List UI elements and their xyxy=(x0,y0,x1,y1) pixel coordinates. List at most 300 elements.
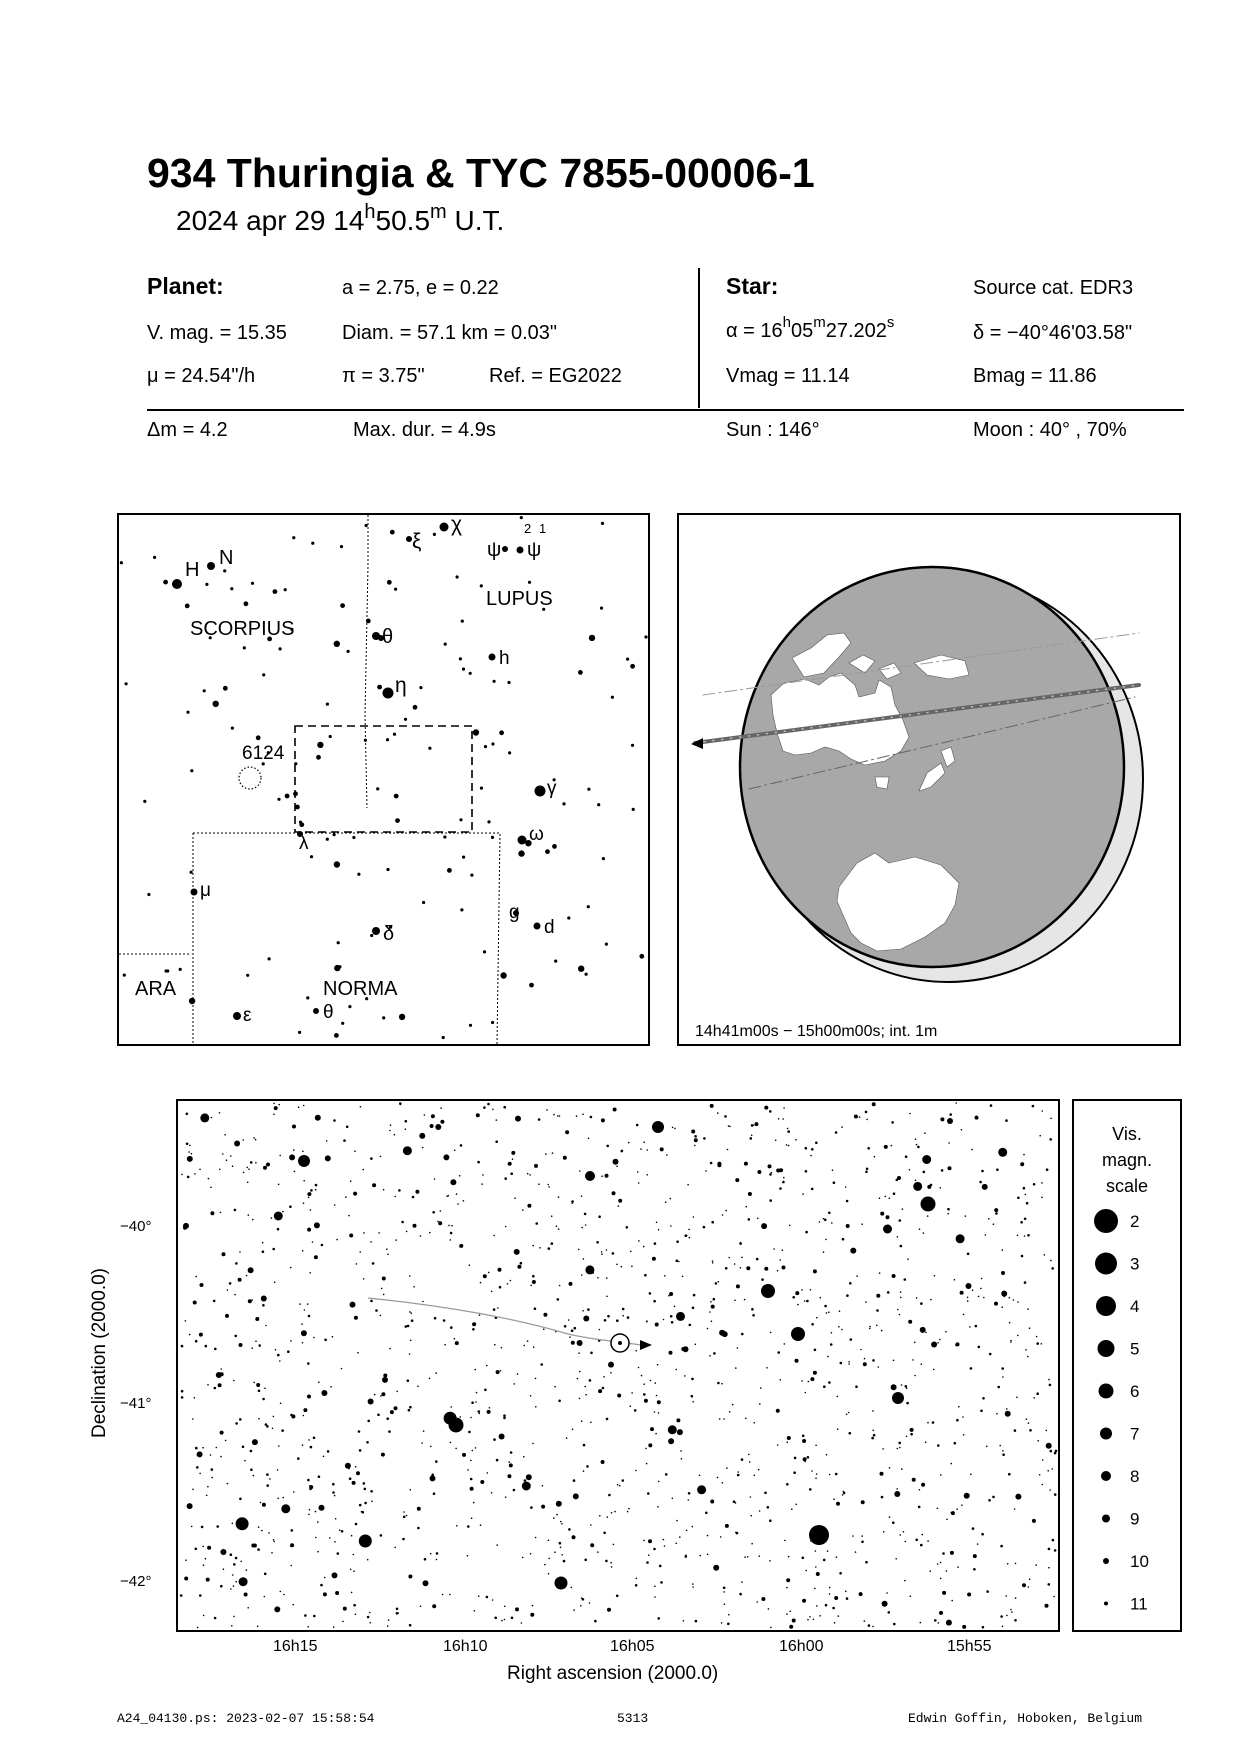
field-star xyxy=(398,1612,400,1614)
field-star xyxy=(265,1325,267,1327)
path-direction-arrow xyxy=(691,738,703,749)
field-star xyxy=(463,1200,465,1202)
field-star xyxy=(956,1419,959,1422)
field-star xyxy=(210,1187,212,1189)
finder-field-star xyxy=(340,603,345,608)
constellation-boundaries xyxy=(119,515,500,1044)
field-star xyxy=(307,1192,311,1196)
field-star xyxy=(262,1304,265,1307)
field-star xyxy=(819,1615,821,1617)
field-star xyxy=(761,1223,767,1229)
field-star xyxy=(590,1422,592,1424)
field-star xyxy=(361,1511,363,1513)
field-star xyxy=(417,1507,421,1511)
field-star xyxy=(786,1441,788,1443)
field-star xyxy=(317,1551,319,1553)
field-star xyxy=(751,1308,754,1311)
field-star xyxy=(480,1480,484,1484)
field-star xyxy=(578,1249,580,1251)
finder-field-star xyxy=(165,969,168,972)
field-star xyxy=(512,1158,514,1160)
field-star xyxy=(811,1148,814,1151)
field-star xyxy=(571,1587,573,1589)
field-star xyxy=(273,1539,275,1541)
label-mu: μ xyxy=(200,880,211,901)
field-star xyxy=(239,1343,243,1347)
finder-field-star xyxy=(246,974,249,977)
field-star xyxy=(610,1372,612,1374)
field-star xyxy=(710,1104,714,1108)
finder-chart-svg xyxy=(119,515,648,1044)
field-star xyxy=(255,1139,257,1141)
field-star xyxy=(480,1282,482,1284)
field-star xyxy=(627,1316,630,1319)
field-star xyxy=(816,1317,818,1319)
finder-field-star xyxy=(611,696,614,699)
field-star xyxy=(994,1208,998,1212)
field-star xyxy=(888,1611,891,1614)
field-star xyxy=(302,1250,304,1252)
field-star xyxy=(250,1161,253,1164)
field-star xyxy=(786,1483,789,1486)
field-star xyxy=(435,1372,437,1374)
field-star xyxy=(756,1258,759,1261)
magnitude-scale xyxy=(1072,1099,1182,1632)
field-star xyxy=(501,1347,503,1349)
field-star xyxy=(532,1280,536,1284)
field-star xyxy=(1049,1138,1052,1141)
field-star xyxy=(403,1516,406,1519)
field-star xyxy=(307,1228,311,1232)
field-star xyxy=(982,1626,985,1629)
field-star xyxy=(784,1540,786,1542)
finder-field-star xyxy=(529,983,534,988)
field-star xyxy=(811,1188,814,1191)
field-star xyxy=(940,1578,942,1580)
land-tasmania xyxy=(875,777,889,789)
field-star xyxy=(665,1201,667,1203)
field-star xyxy=(1053,1596,1055,1598)
field-star xyxy=(507,1474,511,1478)
field-star xyxy=(970,1367,973,1370)
field-star xyxy=(759,1510,761,1512)
field-star xyxy=(557,1115,559,1117)
star-heading: Star: xyxy=(726,273,779,299)
field-star xyxy=(675,1369,677,1371)
field-star xyxy=(232,1165,234,1167)
field-star xyxy=(262,1250,265,1253)
finder-field-star xyxy=(285,794,290,799)
field-star xyxy=(753,1422,755,1424)
field-star xyxy=(590,1116,593,1119)
field-star xyxy=(183,1223,189,1229)
field-star xyxy=(607,1315,610,1318)
field-star xyxy=(872,1410,874,1412)
field-star xyxy=(255,1162,257,1164)
field-star xyxy=(735,1532,737,1534)
field-star xyxy=(424,1558,427,1561)
field-star xyxy=(975,1116,979,1120)
star-gamma xyxy=(535,786,546,797)
field-star xyxy=(922,1155,931,1164)
field-star xyxy=(1024,1281,1027,1284)
field-star xyxy=(1046,1443,1052,1449)
field-star xyxy=(223,1568,225,1570)
field-star xyxy=(1000,1545,1003,1548)
field-star xyxy=(891,1121,894,1124)
star-source-catalog: Source cat. EDR3 xyxy=(973,277,1134,299)
field-star xyxy=(734,1300,736,1302)
field-star xyxy=(436,1559,438,1561)
max-duration: Max. dur. = 4.9s xyxy=(353,419,496,441)
field-star xyxy=(566,1437,568,1439)
field-star xyxy=(432,1211,435,1214)
field-star xyxy=(481,1183,483,1185)
field-star xyxy=(472,1450,474,1452)
field-star xyxy=(360,1106,362,1108)
field-star xyxy=(473,1502,475,1504)
field-star xyxy=(940,1117,944,1121)
field-star xyxy=(842,1238,845,1241)
field-star xyxy=(861,1500,865,1504)
field-star xyxy=(759,1403,761,1405)
field-star xyxy=(524,1479,527,1482)
field-star xyxy=(497,1307,499,1309)
field-star xyxy=(1049,1384,1052,1387)
field-star xyxy=(262,1398,265,1401)
field-star xyxy=(707,1554,709,1556)
field-star xyxy=(676,1240,679,1243)
field-star xyxy=(717,1382,720,1385)
mag-scale-label: 5 xyxy=(1130,1339,1140,1359)
field-star xyxy=(710,1162,713,1165)
field-star xyxy=(224,1134,226,1136)
field-star xyxy=(394,1134,396,1136)
field-star xyxy=(454,1149,456,1151)
field-star xyxy=(815,1566,817,1568)
field-star xyxy=(861,1223,863,1225)
field-star xyxy=(678,1261,680,1263)
field-star xyxy=(655,1433,657,1435)
field-star xyxy=(504,1619,506,1621)
field-star xyxy=(638,1182,640,1184)
field-star xyxy=(363,1278,365,1280)
field-star xyxy=(235,1557,238,1560)
field-star xyxy=(350,1180,352,1182)
field-star xyxy=(723,1587,726,1590)
field-star xyxy=(784,1343,786,1345)
field-star xyxy=(303,1415,305,1417)
field-star xyxy=(611,1566,613,1568)
finder-field-star xyxy=(244,601,249,606)
field-star xyxy=(501,1620,503,1622)
finder-field-star xyxy=(605,943,608,946)
field-star xyxy=(606,1145,609,1148)
field-star xyxy=(346,1465,348,1467)
field-star xyxy=(707,1328,709,1330)
field-star xyxy=(402,1538,405,1541)
field-star xyxy=(606,1418,609,1421)
field-star xyxy=(454,1338,456,1340)
field-star xyxy=(638,1240,640,1242)
field-star xyxy=(356,1471,360,1475)
finder-field-star xyxy=(277,798,280,801)
field-star xyxy=(835,1473,838,1476)
field-star xyxy=(302,1444,304,1446)
field-star xyxy=(210,1454,212,1456)
field-star xyxy=(559,1285,561,1287)
field-star xyxy=(299,1303,301,1305)
field-star xyxy=(795,1291,799,1295)
field-star xyxy=(735,1367,737,1369)
field-star xyxy=(450,1326,453,1329)
field-star xyxy=(769,1199,772,1202)
field-star xyxy=(1002,1450,1004,1452)
field-star xyxy=(317,1521,319,1523)
x-tick-16h05: 16h05 xyxy=(610,1638,655,1655)
field-star xyxy=(721,1383,723,1385)
field-star xyxy=(371,1501,373,1503)
field-star xyxy=(248,1214,250,1216)
field-star xyxy=(369,1622,371,1624)
finder-field-star xyxy=(631,744,634,747)
field-star xyxy=(422,1147,424,1149)
field-star xyxy=(274,1281,276,1283)
field-star xyxy=(381,1288,383,1290)
field-star xyxy=(1032,1105,1035,1108)
field-star xyxy=(431,1114,435,1118)
field-star xyxy=(530,1613,534,1617)
field-star xyxy=(290,1545,292,1547)
field-star xyxy=(655,1323,659,1327)
field-star xyxy=(387,1625,389,1627)
field-star xyxy=(532,1245,534,1247)
field-star xyxy=(470,1487,474,1491)
field-star xyxy=(831,1222,833,1224)
field-star xyxy=(843,1492,846,1495)
star-d xyxy=(534,923,541,930)
field-star xyxy=(332,1336,334,1338)
field-star xyxy=(892,1521,895,1524)
finder-field-star xyxy=(256,735,261,740)
field-star xyxy=(574,1327,577,1330)
field-star xyxy=(415,1190,419,1194)
field-star xyxy=(335,1518,337,1520)
field-star xyxy=(1046,1168,1049,1171)
field-star xyxy=(872,1102,876,1106)
finder-field-star xyxy=(585,973,588,976)
field-star xyxy=(988,1218,990,1220)
field-star xyxy=(809,1616,811,1618)
field-star xyxy=(672,1498,674,1500)
field-star xyxy=(683,1346,689,1352)
field-star xyxy=(517,1265,521,1269)
field-star xyxy=(370,1300,373,1303)
field-star xyxy=(194,1173,196,1175)
field-star xyxy=(408,1575,412,1579)
field-star xyxy=(394,1406,398,1410)
field-star xyxy=(484,1389,487,1392)
field-star xyxy=(443,1154,449,1160)
field-star xyxy=(838,1326,840,1328)
field-star xyxy=(883,1531,885,1533)
mag-scale-label: 4 xyxy=(1130,1297,1140,1316)
planet-parallax: π = 3.75" xyxy=(342,365,425,387)
field-star xyxy=(744,1556,746,1558)
field-star xyxy=(396,1391,398,1393)
field-star xyxy=(961,1129,963,1131)
field-star xyxy=(409,1624,412,1627)
field-star xyxy=(413,1286,415,1288)
field-star xyxy=(494,1617,497,1620)
field-star xyxy=(236,1517,249,1530)
field-star xyxy=(253,1137,255,1139)
field-star xyxy=(326,1140,328,1142)
field-star xyxy=(334,1541,336,1543)
field-star xyxy=(590,1266,592,1268)
field-star xyxy=(1001,1291,1007,1297)
field-star xyxy=(848,1361,850,1363)
field-star xyxy=(824,1219,827,1222)
field-star xyxy=(420,1605,422,1607)
field-star xyxy=(872,1430,874,1432)
field-star xyxy=(942,1591,946,1595)
field-star xyxy=(406,1515,408,1517)
field-star xyxy=(782,1266,786,1270)
field-star xyxy=(927,1540,929,1542)
field-star xyxy=(599,1515,601,1517)
field-star xyxy=(369,1612,371,1614)
field-star xyxy=(558,1196,560,1198)
bright-star xyxy=(652,1121,664,1133)
field-star xyxy=(978,1296,980,1298)
field-star xyxy=(802,1435,805,1438)
field-star xyxy=(248,1267,254,1273)
finder-field-star xyxy=(644,635,647,638)
field-star xyxy=(777,1444,779,1446)
field-star xyxy=(220,1549,226,1555)
field-star xyxy=(184,1577,188,1581)
field-star xyxy=(214,1617,217,1620)
field-star xyxy=(399,1102,402,1105)
field-star xyxy=(930,1299,932,1301)
field-star xyxy=(579,1398,581,1400)
time-minutes: 50.5 xyxy=(375,205,431,236)
field-star xyxy=(496,1370,500,1374)
field-star xyxy=(430,1124,434,1128)
field-star xyxy=(244,1460,246,1462)
field-star xyxy=(741,1333,744,1336)
field-star xyxy=(989,1353,992,1356)
field-star xyxy=(258,1344,261,1347)
field-star xyxy=(456,1525,458,1527)
field-star xyxy=(815,1142,818,1145)
field-star xyxy=(181,1345,184,1348)
field-star xyxy=(423,1430,425,1432)
field-star xyxy=(563,1560,566,1563)
field-star xyxy=(533,1346,535,1348)
field-star xyxy=(1033,1183,1036,1186)
field-star xyxy=(200,1283,204,1287)
field-star xyxy=(429,1232,431,1234)
field-star xyxy=(374,1394,376,1396)
field-star xyxy=(291,1529,294,1532)
field-star xyxy=(230,1588,232,1590)
field-star xyxy=(421,1442,423,1444)
finder-field-star xyxy=(203,689,206,692)
field-star xyxy=(246,1275,248,1277)
path-arrow xyxy=(640,1340,652,1350)
field-star xyxy=(833,1181,836,1184)
finder-field-star xyxy=(317,742,323,748)
field-star xyxy=(256,1383,260,1387)
field-star xyxy=(381,1453,385,1457)
field-star xyxy=(307,1303,309,1305)
field-star xyxy=(307,1479,310,1482)
field-star xyxy=(440,1107,442,1109)
finder-field-star xyxy=(419,686,422,689)
field-star xyxy=(692,1307,695,1310)
field-star xyxy=(692,1526,694,1528)
field-star xyxy=(634,1409,637,1412)
field-star xyxy=(748,1192,752,1196)
field-star xyxy=(733,1500,736,1503)
field-star xyxy=(264,1573,267,1576)
field-star xyxy=(965,1215,967,1217)
field-star xyxy=(815,1478,817,1480)
field-star xyxy=(579,1371,581,1373)
field-star xyxy=(220,1431,224,1435)
field-star xyxy=(865,1561,868,1564)
field-star xyxy=(601,1460,605,1464)
field-star xyxy=(660,1581,663,1584)
field-star xyxy=(556,1501,562,1507)
field-star xyxy=(754,1475,756,1477)
finder-field-star xyxy=(292,536,295,539)
field-star xyxy=(1013,1299,1015,1301)
field-star xyxy=(725,1210,727,1212)
field-star xyxy=(325,1155,331,1161)
planet-reference: Ref. = EG2022 xyxy=(489,365,622,387)
field-star xyxy=(310,1209,312,1211)
field-star xyxy=(434,1317,437,1320)
finder-field-star xyxy=(213,701,219,707)
finder-field-star xyxy=(185,604,190,609)
field-star xyxy=(861,1541,864,1544)
field-star xyxy=(274,1606,280,1612)
field-star xyxy=(865,1111,868,1114)
field-star xyxy=(646,1321,648,1323)
field-star xyxy=(227,1483,229,1485)
field-star xyxy=(927,1422,929,1424)
field-star xyxy=(925,1332,927,1334)
field-star xyxy=(348,1468,350,1470)
field-star xyxy=(181,1396,184,1399)
field-star xyxy=(279,1155,281,1157)
field-star xyxy=(219,1169,221,1171)
field-star xyxy=(500,1370,502,1372)
field-star xyxy=(417,1386,419,1388)
field-star xyxy=(940,1562,942,1564)
field-star xyxy=(180,1594,183,1597)
field-star xyxy=(309,1509,311,1511)
field-star xyxy=(607,1608,611,1612)
field-star xyxy=(195,1447,198,1450)
planet-motion: μ = 24.54"/h xyxy=(147,365,256,387)
field-star xyxy=(610,1562,612,1564)
field-star xyxy=(664,1275,666,1277)
field-star xyxy=(220,1368,222,1370)
